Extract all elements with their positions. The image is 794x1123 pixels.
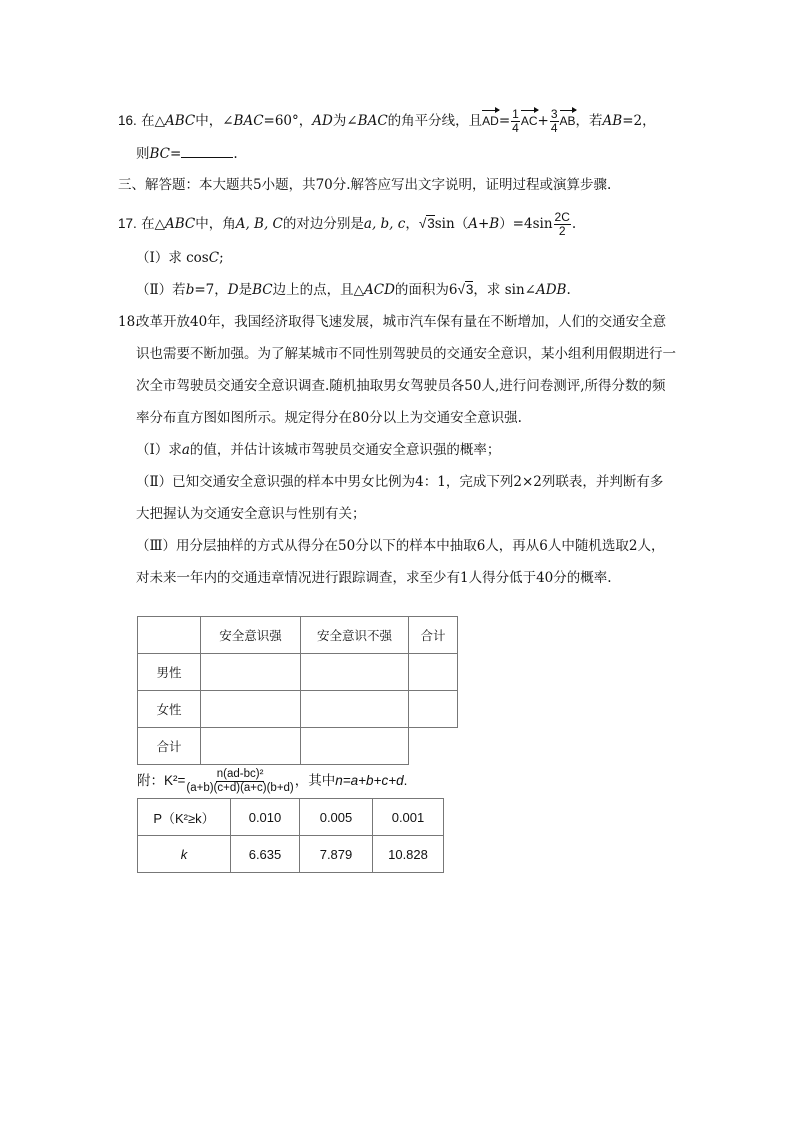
table-row: 合计 (138, 728, 458, 765)
table-cell[interactable] (409, 691, 458, 728)
k2-formula: 附：K²= $\frac{\text{n(ad-bc)²}}{(a+b)(c+d)(a+c)(b+d)}$ ，其中n=a+b+c+d. (137, 768, 408, 794)
q18-part1: （Ⅰ）求a的值，并估计该城市驾驶员交通安全意识强的概率； (136, 442, 501, 458)
fraction-c-2: $\frac{2C}{2}$ (554, 210, 570, 238)
table-row: 女性 (138, 691, 458, 728)
q18-part3: （Ⅲ）用分层抽样的方式从得分在50分以下的样本中抽取6人，再从6人中随机选取2人，对未来一年内的交通违章情况进行跟踪调查，求至少有1人得分低于40分的概率. (136, 538, 665, 586)
sqrt-3-area: √3 (457, 282, 474, 297)
table-cell[interactable] (409, 654, 458, 691)
critical-value-table (137, 798, 444, 873)
q17-part2: （Ⅱ）若b=7，D是BC边上的点，且△ACD的面积为6√3，求 sin∠ADB. (136, 282, 571, 298)
k2-fraction: $\frac{\text{n(ad-bc)²}}{(a+b)(c+d)(a+c)(b+d)}$ (186, 768, 294, 794)
table-row: 男性 (138, 654, 458, 691)
table-cell[interactable] (201, 654, 301, 691)
contingency-table (137, 616, 458, 765)
q17-part1: （Ⅰ）求 cosC; (136, 250, 224, 266)
fraction-1-4: $\frac{1}{4}$ (512, 107, 519, 135)
q16-line1: 16. 在△ABC中，∠BAC=60°，AD为∠BAC的角平分线，且AD= $\frac{1}{4}$ AC+ $\frac{3}{4}$ AB，若AB=2， (118, 107, 656, 135)
vector-ab: AB (560, 111, 576, 131)
q16-line2: 则BC= . (136, 146, 238, 162)
q17-line1: 17. 在△ABC中，角A, B, C的对边分别是a, b, c，√3sin（A+B）=4sin $\frac{2C}{2}$ . (118, 210, 577, 238)
table-row: 安全意识强 安全意识不强 合计 (138, 617, 458, 654)
table-cell[interactable] (301, 654, 409, 691)
table-cell[interactable] (201, 728, 301, 765)
q18-paragraph: 改革开放40年，我国经济取得飞速发展，城市汽车保有量在不断增加，人们的交通安全意识也需要不断加强。为了解某城市不同性别驾驶员的交通安全意识，某小组利用假期进行一次全市驾驶员交通安全意识调查.随机抽取男女驾驶员各50人,进行问卷测评,所得分数的频率分布直方图如图所示。规定得分在80分以上为交通安全意识强. (136, 314, 676, 426)
q18-number: 18. (118, 314, 140, 330)
q18-part2: （Ⅱ）已知交通安全意识强的样本中男女比例为4：1，完成下列2×2列联表，并判断有多大把握认为交通安全意识与性别有关； (136, 474, 664, 522)
section-3-heading: 三、解答题：本大题共5小题，共70分.解答应写出文字说明，证明过程或演算步骤. (118, 177, 612, 193)
table-row: P（K²≥k） 0.010 0.005 0.001 (138, 799, 444, 836)
table-cell[interactable] (301, 691, 409, 728)
table-cell[interactable] (201, 691, 301, 728)
vector-ad: AD (482, 111, 499, 131)
table-row: k 6.635 7.879 10.828 (138, 836, 444, 873)
answer-blank[interactable] (181, 145, 233, 158)
vector-ac: AC (521, 111, 538, 131)
table-cell[interactable] (301, 728, 409, 765)
fraction-3-4: $\frac{3}{4}$ (550, 107, 558, 135)
sqrt-3: √3 (418, 216, 435, 231)
